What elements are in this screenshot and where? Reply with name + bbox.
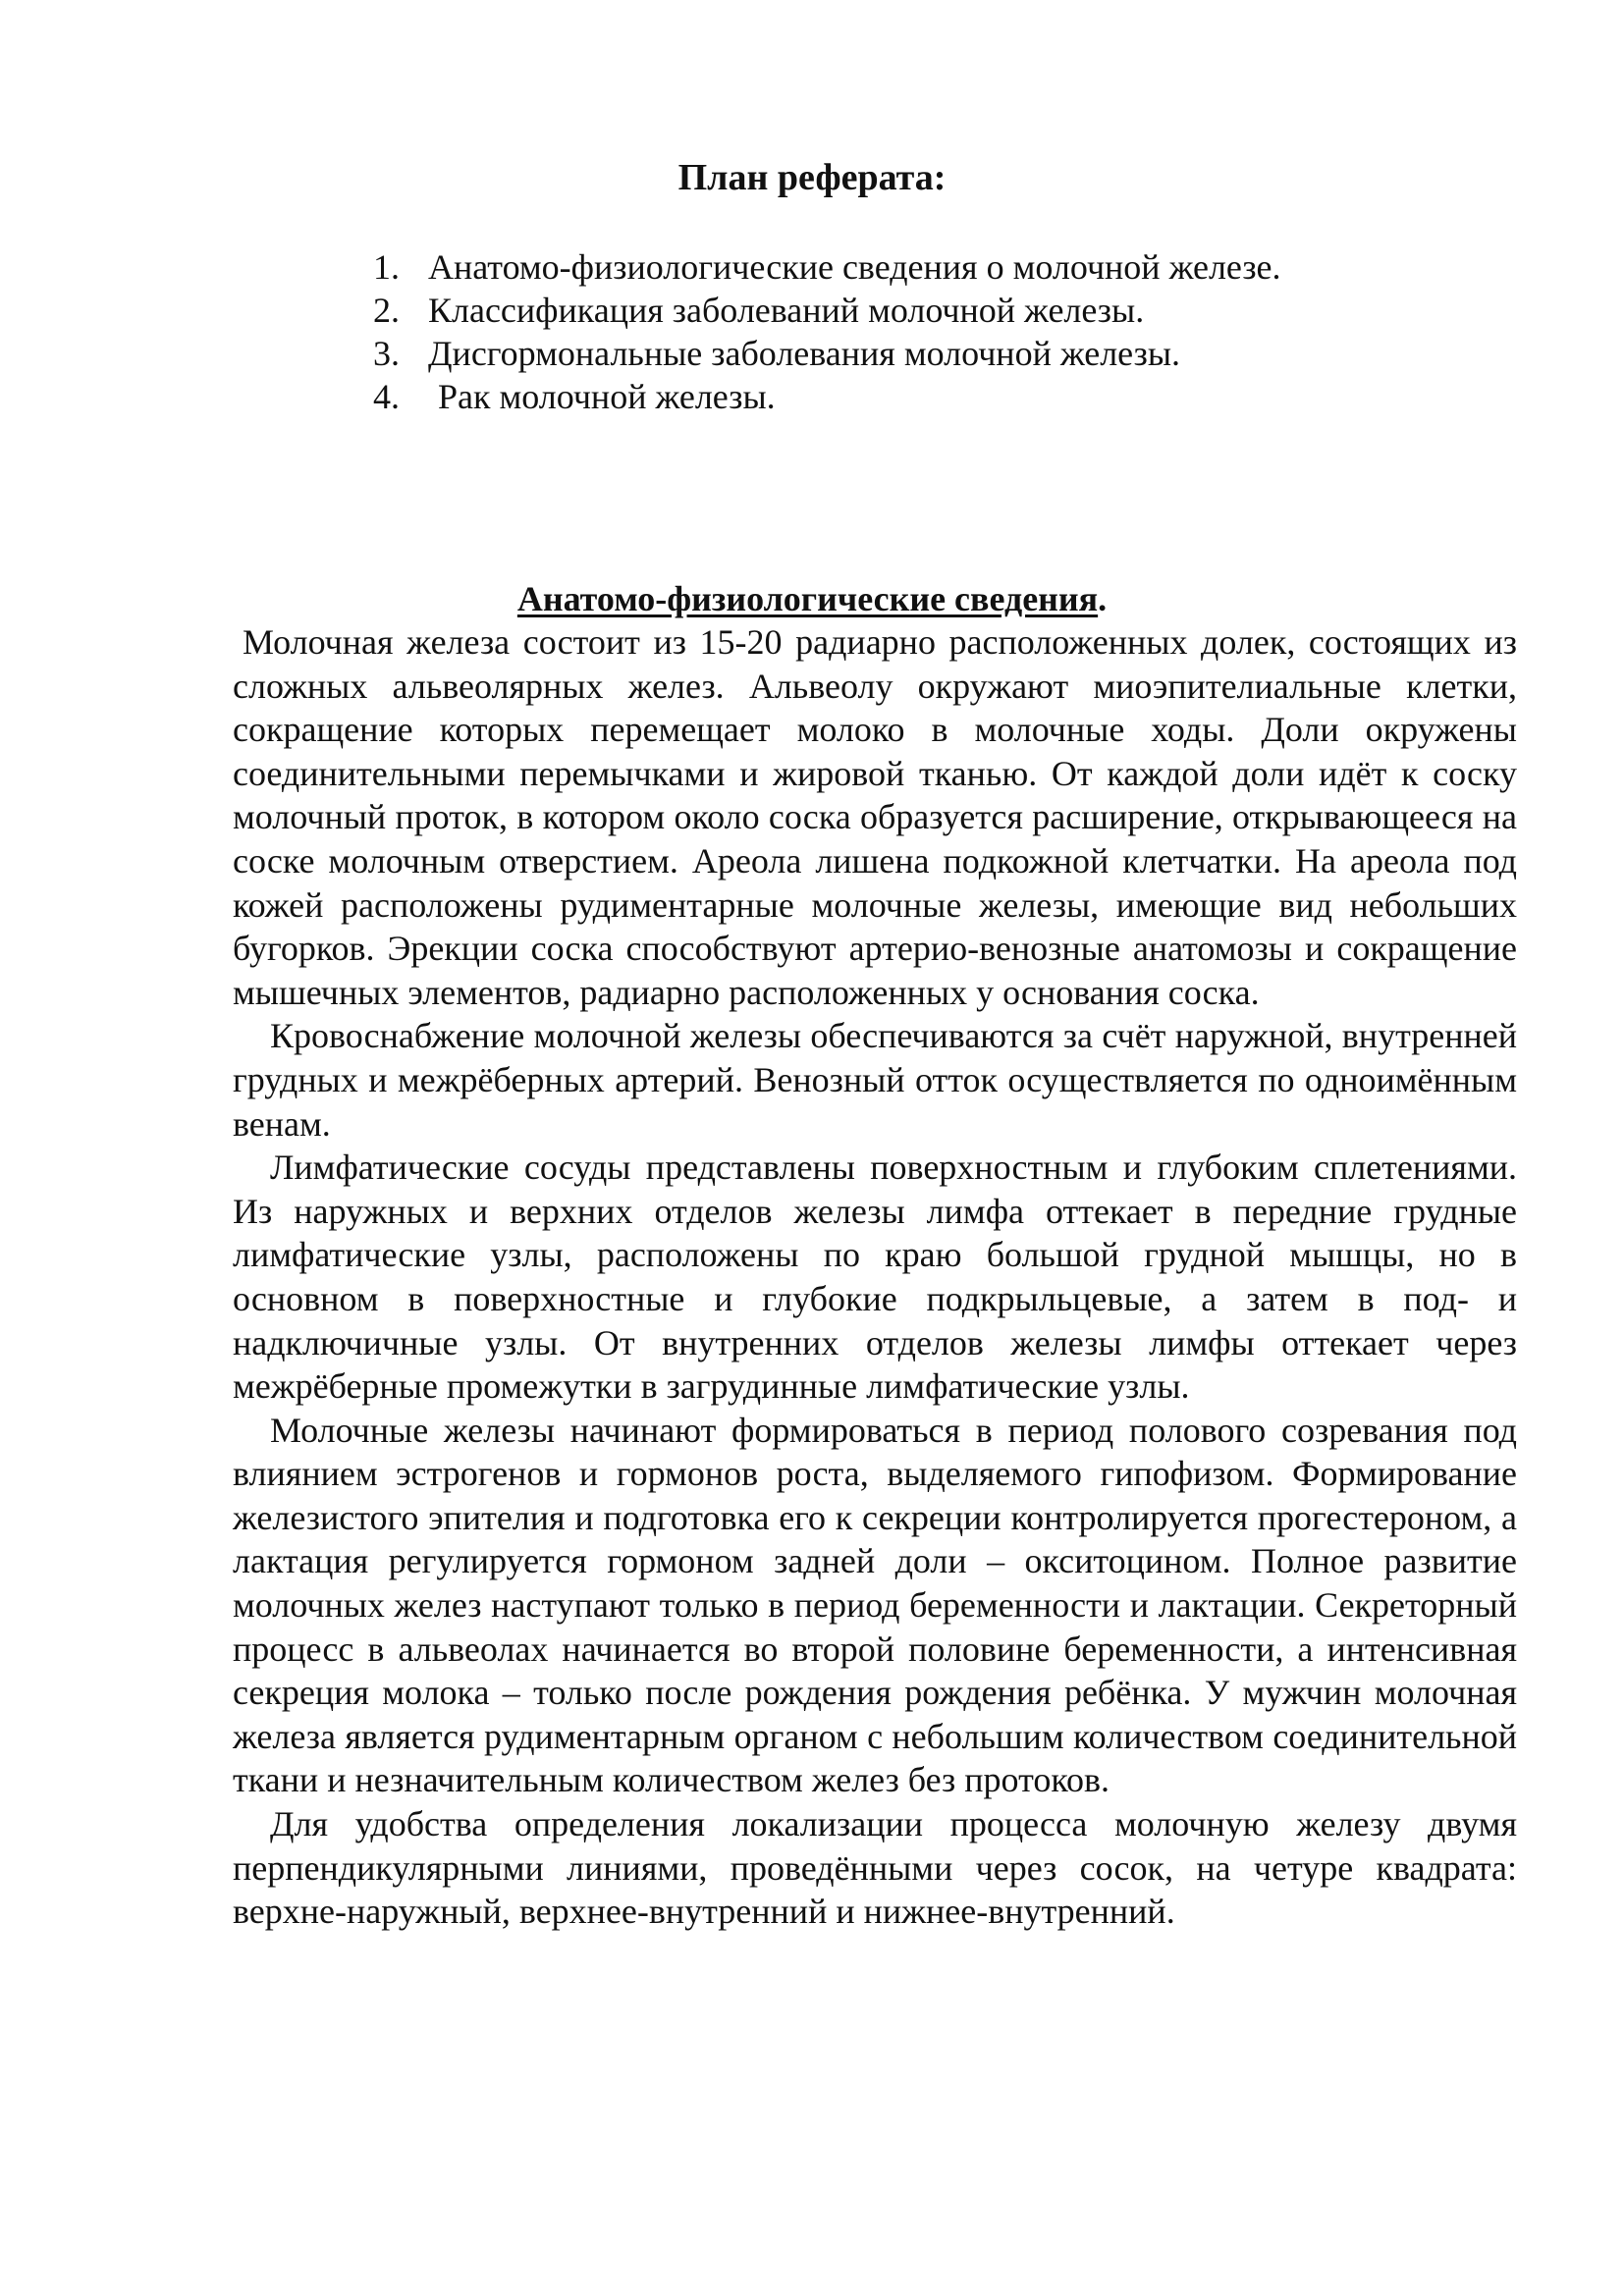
plan-item [373,289,1453,332]
section-heading-suffix: . [1098,579,1108,618]
plan-item-number: 1. [373,247,400,287]
paragraph-development: Молочные железы начинают формироваться в период полового созревания под влиянием эстрогенов и гормонов роста, выделяемого гипофизом. Формирование железистого эпителия и подготовка его к секреции контролируется прогестероном, а лактация регулируется гормоном задней доли – окситоцином. Полное развитие молочных желез наступают только в период беременности и лактации. Секреторный процесс в альвеолах начинается во второй половине беременности, а интенсивная секреция молока – только после рождения рождения ребёнка. У мужчин молочная железа является рудиментарным органом с небольшим количеством соединительной ткани и незначительным количеством желез без протоков. [233,1410,1517,1800]
section-heading-text: Анатомо-физиологические сведения [516,579,1099,618]
plan-item-text: Дисгормональные заболевания молочной железы. [428,334,1181,373]
plan-item-text: Рак молочной железы. [438,377,776,416]
plan-list [373,245,1453,418]
section-heading [0,577,1624,620]
section-body [233,620,1517,1934]
plan-item-number: 3. [373,334,400,373]
plan-item-number: 4. [373,377,400,416]
plan-item [373,332,1453,375]
plan-item [373,375,1453,418]
paragraph-blood-supply: Кровоснабжение молочной железы обеспечиваются за счёт наружной, внутренней грудных и межрёберных артерий. Венозный отток осуществляется по одноимённым венам. [233,1016,1517,1144]
paragraph-quadrants: Для удобства определения локализации процесса молочную железу двумя перпендикулярными линиями, проведёнными через сосок, на четуре квадрата: верхне-наружный, верхнее-внутренний и нижнее-внутренний. [233,1804,1517,1932]
plan-item-number: 2. [373,291,400,330]
paragraph-lymphatics: Лимфатические сосуды представлены поверхностным и глубоким сплетениями. Из наружных и верхних отделов железы лимфа оттекает в передние грудные лимфатические узлы, расположены по краю большой грудной мышцы, но в основном в поверхностные и глубокие подкрыльцевые, а затем в под- и надключичные узлы. От внутренних отделов железы лимфы оттекает через межрёберные промежутки в загрудинные лимфатические узлы. [233,1148,1517,1407]
plan-item [373,245,1453,289]
paragraph-anatomy: Молочная железа состоит из 15-20 радиарно расположенных долек, состоящих из сложных альвеолярных желез. Альвеолу окружают миоэпителиальные клетки, сокращение которых перемещает молоко в молочные ходы. Доли окружены соединительными перемычками и жировой тканью. От каждой доли идёт к соску молочный проток, в котором около соска образуется расширение, открывающееся на соске молочным отверстием. Ареола лишена подкожной клетчатки. На ареола под кожей расположены рудиментарные молочные железы, имеющие вид небольших бугорков. Эрекции соска способствуют артерио-венозные анатомозы и сокращение мышечных элементов, радиарно расположенных у основания соска. [233,622,1517,1012]
plan-title: План реферата: [677,157,947,198]
plan-item-text: Анатомо-физиологические сведения о молочной железе. [428,247,1281,287]
plan-item-text: Классификация заболеваний молочной железы. [428,291,1145,330]
